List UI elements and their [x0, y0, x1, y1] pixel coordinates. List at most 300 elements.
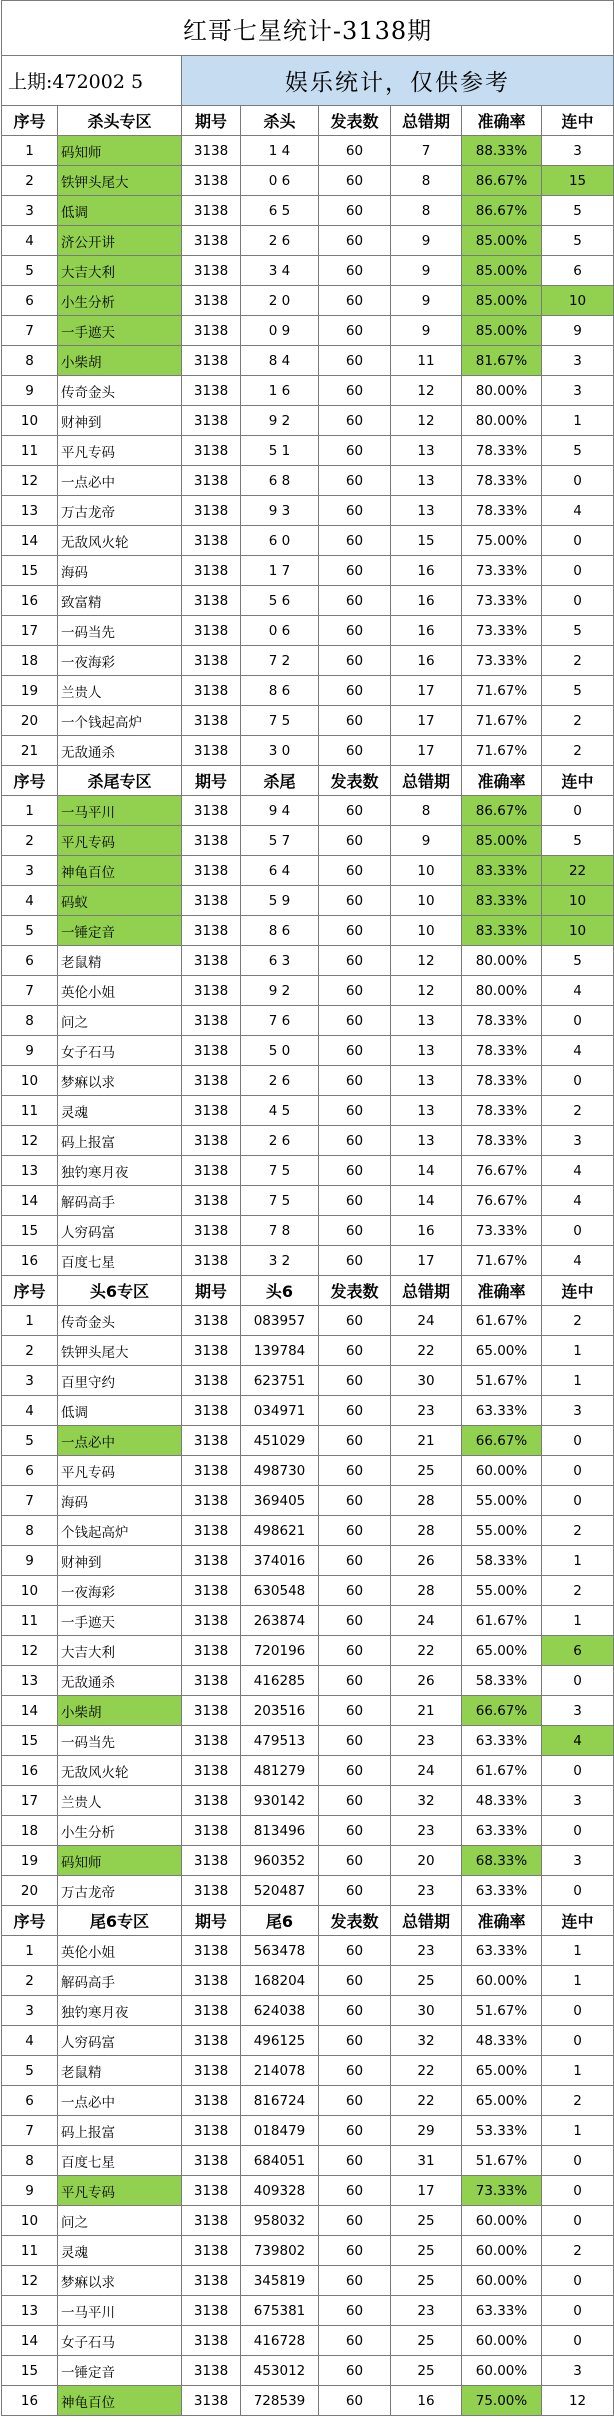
- posts-cell: 60: [319, 316, 391, 346]
- value-cell: 563478: [241, 1936, 319, 1966]
- serial-cell: 21: [2, 736, 58, 766]
- accuracy-cell: 66.67%: [462, 1696, 542, 1726]
- header-errors: 总错期: [391, 1906, 462, 1936]
- accuracy-cell: 78.33%: [462, 1066, 542, 1096]
- accuracy-cell: 85.00%: [462, 316, 542, 346]
- value-cell: 7 6: [241, 1006, 319, 1036]
- posts-cell: 60: [319, 1126, 391, 1156]
- serial-cell: 8: [2, 2146, 58, 2176]
- value-cell: 813496: [241, 1816, 319, 1846]
- errors-cell: 21: [391, 1426, 462, 1456]
- accuracy-cell: 55.00%: [462, 1576, 542, 1606]
- name-cell: 码蚁: [58, 886, 182, 916]
- accuracy-cell: 71.67%: [462, 736, 542, 766]
- value-cell: 6 3: [241, 946, 319, 976]
- streak-cell: 2: [542, 1306, 614, 1336]
- serial-cell: 15: [2, 556, 58, 586]
- streak-cell: 5: [542, 436, 614, 466]
- streak-cell: 0: [542, 2296, 614, 2326]
- value-cell: 168204: [241, 1966, 319, 1996]
- table-row: [2, 1156, 614, 1186]
- accuracy-cell: 61.67%: [462, 1306, 542, 1336]
- streak-cell: 5: [542, 826, 614, 856]
- value-cell: 816724: [241, 2086, 319, 2116]
- issue-cell: 3138: [182, 826, 241, 856]
- streak-cell: 1: [542, 2116, 614, 2146]
- value-cell: 6 5: [241, 196, 319, 226]
- errors-cell: 32: [391, 1786, 462, 1816]
- value-cell: 498621: [241, 1516, 319, 1546]
- table-row: [2, 496, 614, 526]
- header-serial: 序号: [2, 766, 58, 796]
- accuracy-cell: 60.00%: [462, 2356, 542, 2386]
- value-cell: 960352: [241, 1846, 319, 1876]
- header-errors: 总错期: [391, 766, 462, 796]
- table-row: [2, 1666, 614, 1696]
- errors-cell: 22: [391, 1336, 462, 1366]
- issue-cell: 3138: [182, 1156, 241, 1186]
- serial-cell: 9: [2, 376, 58, 406]
- posts-cell: 60: [319, 556, 391, 586]
- serial-cell: 13: [2, 1666, 58, 1696]
- streak-cell: 4: [542, 1156, 614, 1186]
- header-serial: 序号: [2, 1276, 58, 1306]
- streak-cell: 5: [542, 676, 614, 706]
- errors-cell: 23: [391, 1816, 462, 1846]
- errors-cell: 13: [391, 1096, 462, 1126]
- name-cell: 一锤定音: [58, 2356, 182, 2386]
- value-cell: 684051: [241, 2146, 319, 2176]
- streak-cell: 0: [542, 1816, 614, 1846]
- streak-cell: 5: [542, 196, 614, 226]
- name-cell: 无敌通杀: [58, 1666, 182, 1696]
- serial-cell: 3: [2, 856, 58, 886]
- serial-cell: 16: [2, 1756, 58, 1786]
- streak-cell: 1: [542, 2056, 614, 2086]
- value-cell: 9 4: [241, 796, 319, 826]
- streak-cell: 0: [542, 2326, 614, 2356]
- value-cell: 3 0: [241, 736, 319, 766]
- table-row: [2, 646, 614, 676]
- accuracy-cell: 73.33%: [462, 1216, 542, 1246]
- table-row: [2, 2356, 614, 2386]
- posts-cell: 60: [319, 2236, 391, 2266]
- errors-cell: 13: [391, 1126, 462, 1156]
- header-posts: 发表数: [319, 1906, 391, 1936]
- serial-cell: 4: [2, 226, 58, 256]
- name-cell: 低调: [58, 196, 182, 226]
- posts-cell: 60: [319, 1516, 391, 1546]
- issue-cell: 3138: [182, 376, 241, 406]
- errors-cell: 10: [391, 856, 462, 886]
- serial-cell: 14: [2, 1696, 58, 1726]
- value-cell: 7 5: [241, 706, 319, 736]
- issue-cell: 3138: [182, 976, 241, 1006]
- streak-cell: 4: [542, 1186, 614, 1216]
- name-cell: 财神到: [58, 1546, 182, 1576]
- accuracy-cell: 65.00%: [462, 2056, 542, 2086]
- name-cell: 百度七星: [58, 2146, 182, 2176]
- serial-cell: 1: [2, 1306, 58, 1336]
- errors-cell: 17: [391, 2176, 462, 2206]
- accuracy-cell: 48.33%: [462, 1786, 542, 1816]
- name-cell: 平凡专码: [58, 826, 182, 856]
- accuracy-cell: 60.00%: [462, 1966, 542, 1996]
- errors-cell: 26: [391, 1546, 462, 1576]
- errors-cell: 24: [391, 1606, 462, 1636]
- posts-cell: 60: [319, 1456, 391, 1486]
- header-serial: 序号: [2, 1906, 58, 1936]
- table-row: [2, 2086, 614, 2116]
- value-cell: 630548: [241, 1576, 319, 1606]
- serial-cell: 3: [2, 1366, 58, 1396]
- serial-cell: 20: [2, 706, 58, 736]
- posts-cell: 60: [319, 1426, 391, 1456]
- table-row: [2, 136, 614, 166]
- posts-cell: 60: [319, 2386, 391, 2416]
- serial-cell: 12: [2, 1636, 58, 1666]
- name-cell: 独钓寒月夜: [58, 1156, 182, 1186]
- posts-cell: 60: [319, 826, 391, 856]
- streak-cell: 4: [542, 1036, 614, 1066]
- name-cell: 济公开讲: [58, 226, 182, 256]
- posts-cell: 60: [319, 2026, 391, 2056]
- streak-cell: 1: [542, 406, 614, 436]
- streak-cell: 9: [542, 316, 614, 346]
- errors-cell: 9: [391, 316, 462, 346]
- errors-cell: 11: [391, 346, 462, 376]
- issue-cell: 3138: [182, 2296, 241, 2326]
- posts-cell: 60: [319, 196, 391, 226]
- serial-cell: 7: [2, 1486, 58, 1516]
- posts-cell: 60: [319, 2326, 391, 2356]
- streak-cell: 3: [542, 1396, 614, 1426]
- serial-cell: 7: [2, 976, 58, 1006]
- table-row: [2, 556, 614, 586]
- posts-cell: 60: [319, 406, 391, 436]
- issue-cell: 3138: [182, 736, 241, 766]
- posts-cell: 60: [319, 1816, 391, 1846]
- name-cell: 个钱起高炉: [58, 1516, 182, 1546]
- issue-cell: 3138: [182, 1606, 241, 1636]
- streak-cell: 0: [542, 2266, 614, 2296]
- header-accuracy: 准确率: [462, 1906, 542, 1936]
- value-cell: 0 9: [241, 316, 319, 346]
- issue-cell: 3138: [182, 1546, 241, 1576]
- name-cell: 致富精: [58, 586, 182, 616]
- errors-cell: 23: [391, 1726, 462, 1756]
- posts-cell: 60: [319, 886, 391, 916]
- name-cell: 问之: [58, 1006, 182, 1036]
- errors-cell: 25: [391, 2206, 462, 2236]
- value-cell: 1 4: [241, 136, 319, 166]
- streak-cell: 3: [542, 1786, 614, 1816]
- errors-cell: 16: [391, 586, 462, 616]
- value-cell: 2 6: [241, 226, 319, 256]
- name-cell: 传奇金头: [58, 1306, 182, 1336]
- table-row: [2, 676, 614, 706]
- serial-cell: 8: [2, 1516, 58, 1546]
- value-cell: 214078: [241, 2056, 319, 2086]
- table-row: [2, 1966, 614, 1996]
- name-cell: 万古龙帝: [58, 1876, 182, 1906]
- name-cell: 码知师: [58, 1846, 182, 1876]
- table-row: [2, 1366, 614, 1396]
- accuracy-cell: 51.67%: [462, 2146, 542, 2176]
- streak-cell: 12: [542, 2386, 614, 2416]
- streak-cell: 3: [542, 346, 614, 376]
- serial-cell: 1: [2, 796, 58, 826]
- issue-cell: 3138: [182, 496, 241, 526]
- accuracy-cell: 71.67%: [462, 676, 542, 706]
- accuracy-cell: 76.67%: [462, 1186, 542, 1216]
- issue-cell: 3138: [182, 1696, 241, 1726]
- errors-cell: 25: [391, 2356, 462, 2386]
- accuracy-cell: 58.33%: [462, 1666, 542, 1696]
- stats-sheet: [1, 0, 614, 2416]
- issue-cell: 3138: [182, 616, 241, 646]
- table-row: [2, 1426, 614, 1456]
- posts-cell: 60: [319, 1396, 391, 1426]
- accuracy-cell: 73.33%: [462, 616, 542, 646]
- streak-cell: 0: [542, 2026, 614, 2056]
- streak-cell: 5: [542, 226, 614, 256]
- posts-cell: 60: [319, 256, 391, 286]
- name-cell: 女子石马: [58, 1036, 182, 1066]
- issue-cell: 3138: [182, 586, 241, 616]
- issue-cell: 3138: [182, 1756, 241, 1786]
- table-row: [2, 586, 614, 616]
- posts-cell: 60: [319, 1786, 391, 1816]
- serial-cell: 8: [2, 346, 58, 376]
- header-zone: 尾6专区: [58, 1906, 182, 1936]
- header-errors: 总错期: [391, 1276, 462, 1306]
- streak-cell: 10: [542, 916, 614, 946]
- value-cell: 623751: [241, 1366, 319, 1396]
- issue-cell: 3138: [182, 1426, 241, 1456]
- posts-cell: 60: [319, 1666, 391, 1696]
- table-row: [2, 1516, 614, 1546]
- errors-cell: 25: [391, 1456, 462, 1486]
- serial-cell: 6: [2, 1456, 58, 1486]
- table-row: [2, 2266, 614, 2296]
- streak-cell: 22: [542, 856, 614, 886]
- value-cell: 3 2: [241, 1246, 319, 1276]
- table-row: [2, 1306, 614, 1336]
- header-accuracy: 准确率: [462, 106, 542, 136]
- issue-cell: 3138: [182, 1786, 241, 1816]
- streak-cell: 1: [542, 1336, 614, 1366]
- issue-cell: 3138: [182, 2236, 241, 2266]
- serial-cell: 5: [2, 2056, 58, 2086]
- name-cell: 灵魂: [58, 1096, 182, 1126]
- issue-cell: 3138: [182, 2176, 241, 2206]
- streak-cell: 2: [542, 2086, 614, 2116]
- name-cell: 传奇金头: [58, 376, 182, 406]
- posts-cell: 60: [319, 1306, 391, 1336]
- accuracy-cell: 83.33%: [462, 916, 542, 946]
- posts-cell: 60: [319, 136, 391, 166]
- table-row: [2, 946, 614, 976]
- issue-cell: 3138: [182, 2326, 241, 2356]
- errors-cell: 28: [391, 1486, 462, 1516]
- header-issue: 期号: [182, 1276, 241, 1306]
- value-cell: 720196: [241, 1636, 319, 1666]
- serial-cell: 11: [2, 436, 58, 466]
- errors-cell: 30: [391, 1996, 462, 2026]
- issue-cell: 3138: [182, 1666, 241, 1696]
- value-cell: 6 8: [241, 466, 319, 496]
- name-cell: 小生分析: [58, 286, 182, 316]
- streak-cell: 3: [542, 2356, 614, 2386]
- value-cell: 7 2: [241, 646, 319, 676]
- header-issue: 期号: [182, 1906, 241, 1936]
- issue-cell: 3138: [182, 856, 241, 886]
- issue-cell: 3138: [182, 1846, 241, 1876]
- table-row: [2, 466, 614, 496]
- name-cell: 问之: [58, 2206, 182, 2236]
- name-cell: 码上报富: [58, 1126, 182, 1156]
- streak-cell: 2: [542, 1096, 614, 1126]
- header-value: 杀头: [241, 106, 319, 136]
- posts-cell: 60: [319, 1366, 391, 1396]
- name-cell: 一码当先: [58, 616, 182, 646]
- table-row: [2, 1396, 614, 1426]
- errors-cell: 14: [391, 1186, 462, 1216]
- value-cell: 739802: [241, 2236, 319, 2266]
- posts-cell: 60: [319, 1846, 391, 1876]
- serial-cell: 9: [2, 1546, 58, 1576]
- name-cell: 一夜海彩: [58, 646, 182, 676]
- errors-cell: 23: [391, 1396, 462, 1426]
- serial-cell: 1: [2, 1936, 58, 1966]
- posts-cell: 60: [319, 2116, 391, 2146]
- name-cell: 无敌风火轮: [58, 526, 182, 556]
- issue-cell: 3138: [182, 886, 241, 916]
- value-cell: 263874: [241, 1606, 319, 1636]
- posts-cell: 60: [319, 2206, 391, 2236]
- streak-cell: 0: [542, 1456, 614, 1486]
- posts-cell: 60: [319, 646, 391, 676]
- serial-cell: 14: [2, 2326, 58, 2356]
- accuracy-cell: 73.33%: [462, 2176, 542, 2206]
- issue-cell: 3138: [182, 1456, 241, 1486]
- serial-cell: 7: [2, 316, 58, 346]
- accuracy-cell: 85.00%: [462, 826, 542, 856]
- table-row: [2, 2026, 614, 2056]
- table-row: [2, 1126, 614, 1156]
- streak-cell: 0: [542, 1066, 614, 1096]
- table-row: [2, 1696, 614, 1726]
- name-cell: 一点必中: [58, 1426, 182, 1456]
- table-row: [2, 376, 614, 406]
- issue-cell: 3138: [182, 2356, 241, 2386]
- posts-cell: 60: [319, 2356, 391, 2386]
- streak-cell: 0: [542, 1996, 614, 2026]
- posts-cell: 60: [319, 616, 391, 646]
- name-cell: 百度七星: [58, 1246, 182, 1276]
- posts-cell: 60: [319, 436, 391, 466]
- serial-cell: 15: [2, 2356, 58, 2386]
- table-row: [2, 1876, 614, 1906]
- issue-cell: 3138: [182, 1366, 241, 1396]
- table-row: [2, 2236, 614, 2266]
- table-row: [2, 1336, 614, 1366]
- serial-cell: 20: [2, 1876, 58, 1906]
- disclaimer-banner: 娱乐统计，仅供参考: [182, 56, 614, 106]
- table-row: [2, 1006, 614, 1036]
- posts-cell: 60: [319, 1996, 391, 2026]
- serial-cell: 11: [2, 1096, 58, 1126]
- name-cell: 梦痳以求: [58, 2266, 182, 2296]
- serial-cell: 6: [2, 286, 58, 316]
- posts-cell: 60: [319, 1246, 391, 1276]
- header-streak: 连中: [542, 1276, 614, 1306]
- errors-cell: 16: [391, 646, 462, 676]
- posts-cell: 60: [319, 1006, 391, 1036]
- errors-cell: 9: [391, 286, 462, 316]
- table-row: [2, 1636, 614, 1666]
- issue-cell: 3138: [182, 1036, 241, 1066]
- serial-cell: 12: [2, 1126, 58, 1156]
- header-serial: 序号: [2, 106, 58, 136]
- value-cell: 930142: [241, 1786, 319, 1816]
- value-cell: 6 0: [241, 526, 319, 556]
- streak-cell: 2: [542, 646, 614, 676]
- errors-cell: 22: [391, 1636, 462, 1666]
- name-cell: 万古龙帝: [58, 496, 182, 526]
- errors-cell: 21: [391, 1696, 462, 1726]
- issue-cell: 3138: [182, 1246, 241, 1276]
- table-row: [2, 1456, 614, 1486]
- issue-cell: 3138: [182, 166, 241, 196]
- name-cell: 灵魂: [58, 2236, 182, 2266]
- name-cell: 兰贵人: [58, 1786, 182, 1816]
- name-cell: 一马平川: [58, 2296, 182, 2326]
- serial-cell: 19: [2, 1846, 58, 1876]
- table-row: [2, 1576, 614, 1606]
- posts-cell: 60: [319, 166, 391, 196]
- serial-cell: 2: [2, 1966, 58, 1996]
- table-row: [2, 2326, 614, 2356]
- header-zone: 杀头专区: [58, 106, 182, 136]
- accuracy-cell: 83.33%: [462, 886, 542, 916]
- accuracy-cell: 73.33%: [462, 556, 542, 586]
- table-row: [2, 706, 614, 736]
- posts-cell: 60: [319, 1036, 391, 1066]
- name-cell: 码上报富: [58, 2116, 182, 2146]
- posts-cell: 60: [319, 526, 391, 556]
- issue-cell: 3138: [182, 1486, 241, 1516]
- last-issue-label: 上期:472002 5: [2, 56, 182, 106]
- accuracy-cell: 78.33%: [462, 1006, 542, 1036]
- streak-cell: 1: [542, 1606, 614, 1636]
- streak-cell: 4: [542, 1246, 614, 1276]
- serial-cell: 4: [2, 886, 58, 916]
- value-cell: 8 4: [241, 346, 319, 376]
- errors-cell: 25: [391, 1966, 462, 1996]
- errors-cell: 10: [391, 916, 462, 946]
- table-row: [2, 616, 614, 646]
- name-cell: 无敌通杀: [58, 736, 182, 766]
- streak-cell: 6: [542, 256, 614, 286]
- posts-cell: 60: [319, 1486, 391, 1516]
- serial-cell: 10: [2, 406, 58, 436]
- serial-cell: 13: [2, 496, 58, 526]
- serial-cell: 14: [2, 1186, 58, 1216]
- table-row: [2, 316, 614, 346]
- accuracy-cell: 55.00%: [462, 1486, 542, 1516]
